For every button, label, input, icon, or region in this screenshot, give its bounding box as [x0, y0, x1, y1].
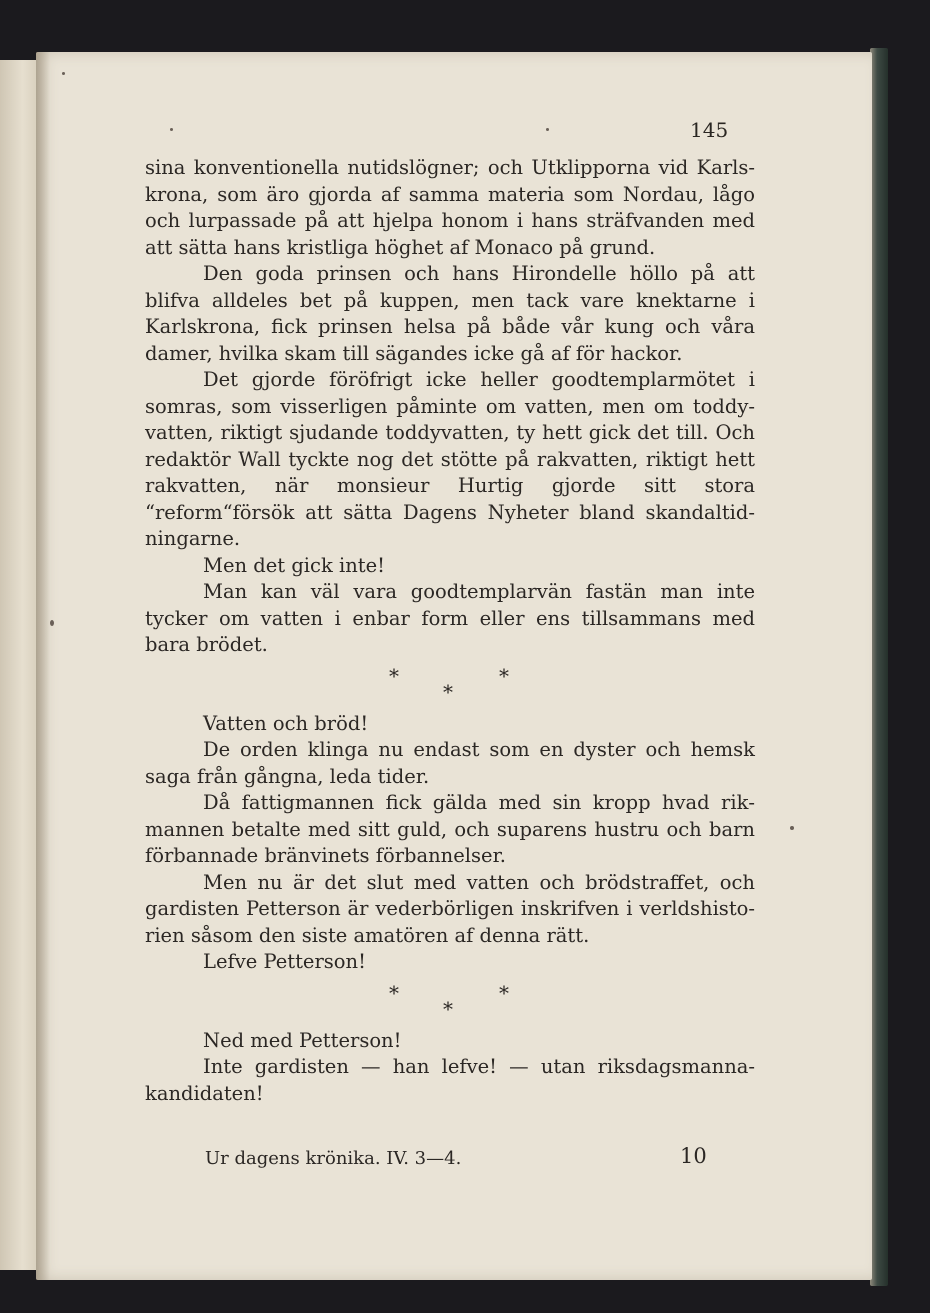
paragraph: Inte gardisten — han lefve! — utan riksdagsmannakandidaten!	[145, 1055, 755, 1105]
section-break-asterism	[145, 976, 755, 1028]
paragraph: Men nu är det slut med vatten och brödstraffet, och gardisten Petterson är vederbörligen inskrifven i verldshistorien såsom den siste amatören af denna rätt.	[145, 870, 755, 947]
paragraph: Då fattigmannen fick gälda med sin kropp hvad rikmannen betalte med sitt guld, och suparens hustru och barn förbannade bränvinets förbannelser.	[145, 791, 755, 867]
signature-number: 10	[680, 1144, 707, 1168]
paper-speck	[546, 128, 549, 131]
asterisk: *	[499, 980, 509, 1005]
section-break-asterism	[145, 659, 755, 711]
paragraph: Man kan väl vara goodtemplarvän fastän man inte tycker om vatten i enbar form eller ens tillsammans med bara brödet.	[145, 580, 755, 656]
paragraph: Ned med Petterson!	[203, 1028, 402, 1052]
paragraph: Lefve Petterson!	[203, 950, 366, 973]
paragraph: Men det gick inte!	[203, 553, 385, 577]
paragraph: Den goda prinsen och hans Hirondelle höllo på att blifva alldeles bet på kuppen, men tack vare knektarne i Karlskrona, fick prinsen helsa på både vår kung och våra damer, hvilka skam till sägandes icke gå af för hackor.	[145, 262, 755, 365]
asterisk: *	[443, 679, 453, 704]
spine-shadow	[36, 52, 50, 1280]
body-text	[145, 155, 755, 1107]
signature-text: Ur dagens krönika. IV. 3—4.	[205, 1148, 462, 1169]
book-cover-edge	[870, 48, 888, 1286]
page-number: 145	[690, 118, 729, 142]
asterisk: *	[499, 663, 509, 688]
paper-speck	[62, 72, 65, 75]
asterisk: *	[443, 996, 453, 1021]
asterisk: *	[389, 663, 399, 688]
paper-speck	[50, 620, 54, 626]
paragraph: Vatten och bröd!	[203, 711, 369, 735]
paragraph: Det gjorde föröfrigt icke heller goodtemplarmötet i somras, som visserligen påminte om vatten, men om toddyvatten, riktigt sjudande toddyvatten, ty hett gick det till. Och redaktör Wall tyckte nog det stötte på rakvatten, riktigt hett rakvatten, när monsieur Hurtig gjorde sitt stora “reform“försök att sätta Dagens Nyheter bland skandaltidningarne.	[145, 368, 755, 550]
left-page-edge	[0, 60, 39, 1270]
asterisk: *	[389, 980, 399, 1005]
paragraph: sina konventionella nutidslögner; och Utklipporna vid Karlskrona, som äro gjorda af samma materia som Nordau, lågo och lurpassade på att hjelpa honom i hans sträfvanden med att sätta hans kristliga höghet af Monaco på grund.	[145, 156, 755, 259]
paragraph: De orden klinga nu endast som en dyster och hemsk saga från gångna, leda tider.	[145, 738, 755, 788]
paper-speck	[170, 128, 173, 131]
paper-speck	[790, 826, 794, 830]
